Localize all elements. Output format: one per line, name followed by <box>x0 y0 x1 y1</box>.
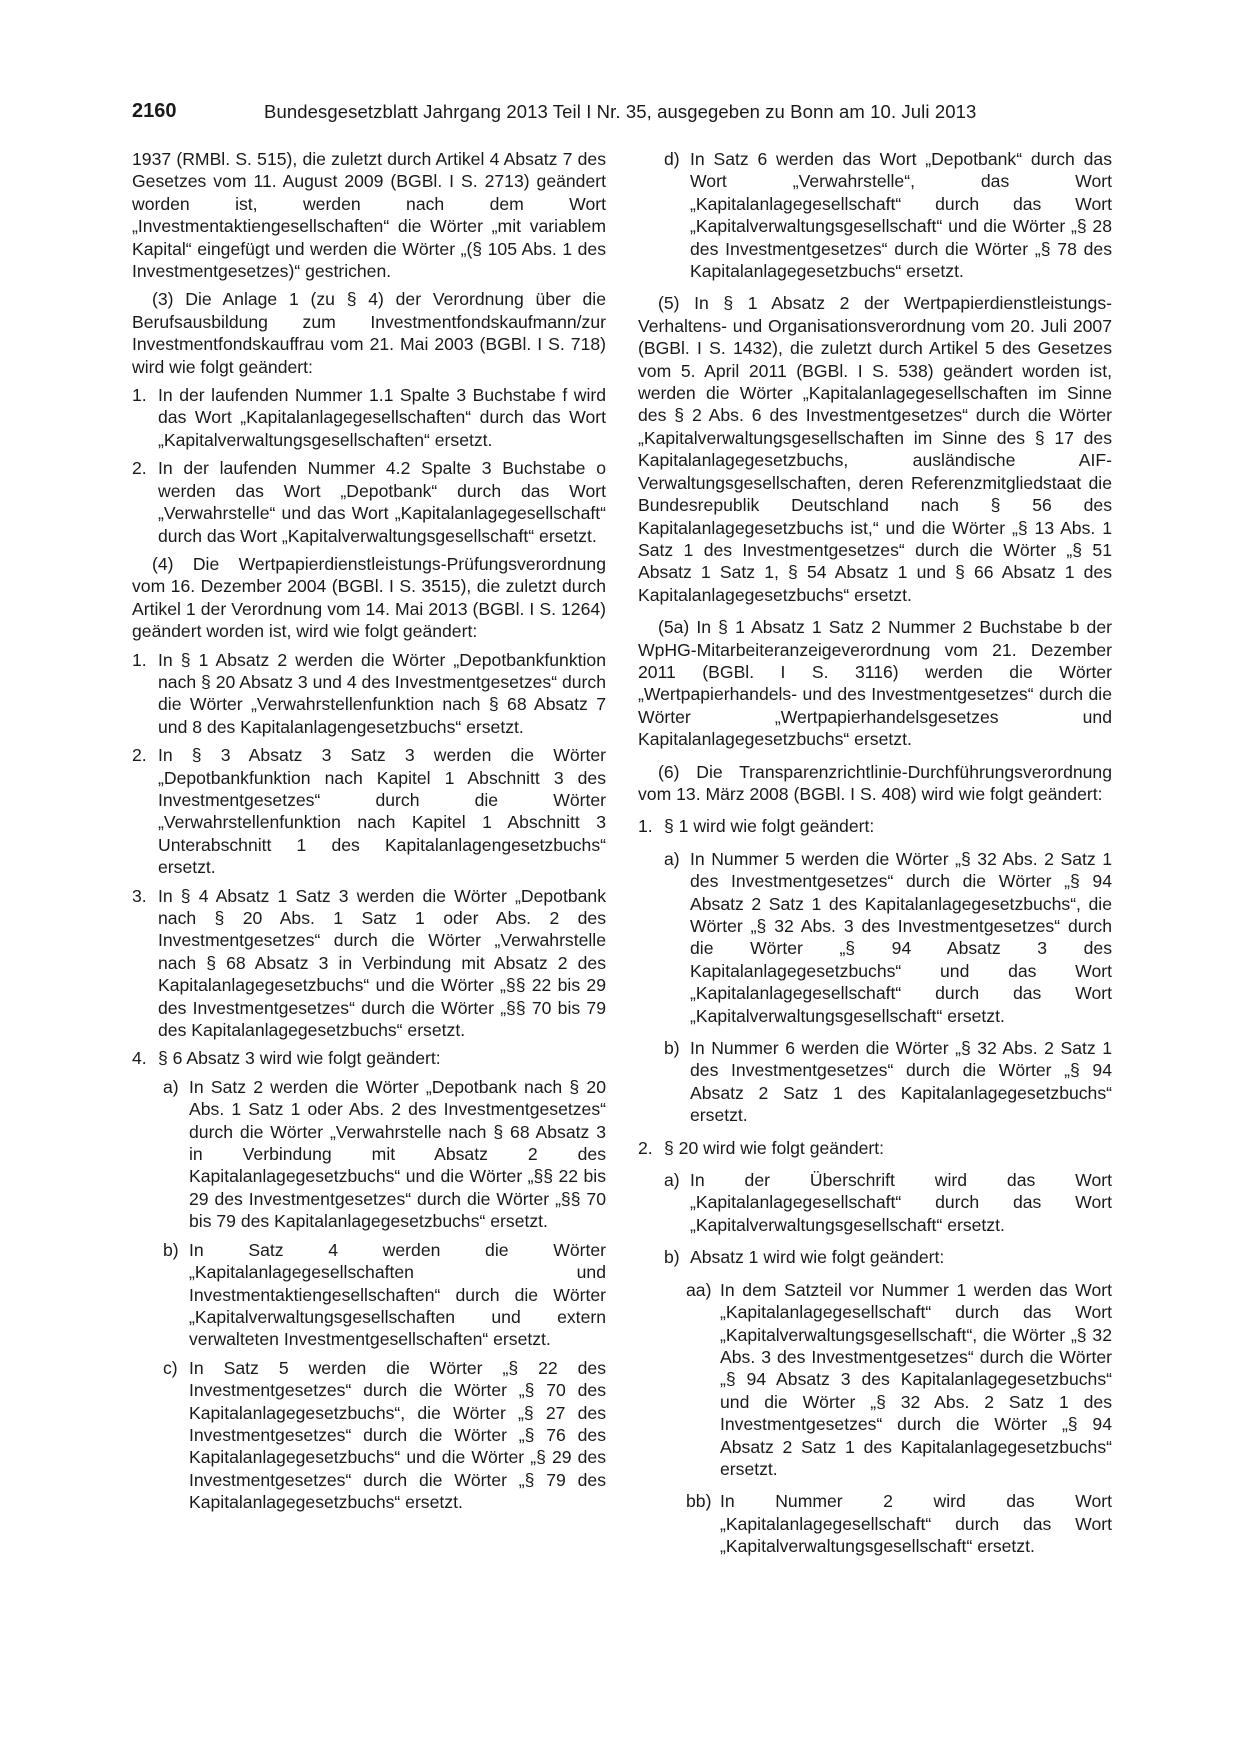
sub-sub-list-item-label: bb) <box>686 1491 712 1512</box>
sub-list-item-text: In Satz 4 werden die Wörter „Kapitalanlagegesellschaften und Investmentaktiengesellschaften“ durch die Wörter „Kapitalverwaltungsgesellschaften und extern verwalteten Investmentgesellschaften“ ersetzt. <box>189 1239 606 1350</box>
left-column <box>132 148 606 1520</box>
list-item-text: In § 4 Absatz 1 Satz 3 werden die Wörter „Depotbank nach § 20 Abs. 1 Satz 1 oder Abs. 2 des Investmentgesetzes“ durch die Wörter „Verwahrstelle nach § 68 Absatz 3 in Verbindung mit Absatz 2 des Kapitalanlagegesetzbuchs“ und die Wörter „§§ 22 bis 29 des Investmentgesetzes“ durch die Wörter „§§ 70 bis 79 des Kapitalanlagegesetzbuchs“ ersetzt. <box>158 885 606 1041</box>
sub-list-item-text: In Satz 5 werden die Wörter „§ 22 des Investmentgesetzes“ durch die Wörter „§ 70 des Kapitalanlagegesetzbuchs“, die Wörter „§ 27 des Investmentgesetzes“ durch die Wörter „§ 76 des Kapitalanlagegesetzbuchs“ und die Wörter „§ 29 des Investmentgesetzes“ durch die Wörter „§ 79 des Kapitalanlagegesetzbuchs“ ersetzt. <box>189 1357 606 1513</box>
paragraph-3: (3) Die Anlage 1 (zu § 4) der Verordnung über die Berufsausbildung zum Investmentfondskaufmann/zur Investmentfondskauffrau vom 21. Mai 2003 (BGBl. I S. 718) wird wie folgt geändert: <box>132 289 606 377</box>
sub-sub-list-item <box>686 1279 1112 1481</box>
sub-sub-list-item-text: In Nummer 2 wird das Wort „Kapitalanlagegesellschaft“ durch das Wort „Kapitalverwaltungsgesellschaft“ ersetzt. <box>720 1491 1112 1557</box>
list-item-text: In der laufenden Nummer 4.2 Spalte 3 Buchstabe o werden das Wort „Depotbank“ durch das Wort „Verwahrstelle“ und das Wort „Kapitalanlagegesellschaft“ durch das Wort „Kapitalverwaltungsgesellschaft“ ersetzt. <box>158 458 606 546</box>
page-header <box>132 100 1112 130</box>
sub-list-item-label: a) <box>664 1170 680 1191</box>
list-item <box>638 815 1112 837</box>
sub-list-item-text: In Nummer 5 werden die Wörter „§ 32 Abs. 2 Satz 1 des Investmentgesetzes“ durch die Wörter „§ 94 Absatz 2 Satz 1 des Kapitalanlagegesetzbuchs“, die Wörter „§ 32 Abs. 3 des Investmentgesetzes“ durch die Wörter „§ 94 Absatz 3 des Kapitalanlagegesetzbuchs“ und das Wort „Kapitalanlagegesellschaft“ durch das Wort „Kapitalverwaltungsgesellschaft“ ersetzt. <box>690 848 1112 1026</box>
list-item-label: 3. <box>132 885 147 906</box>
sub-list-item <box>132 1357 606 1514</box>
sub-list-item-text: In Satz 2 werden die Wörter „Depotbank nach § 20 Abs. 1 Satz 1 oder Abs. 2 des Investmentgesetzes“ durch die Wörter „Verwahrstelle nach § 68 Absatz 3 in Verbindung mit Absatz 2 des Kapitalanlagegesetzbuchs“ und die Wörter „§§ 22 bis 29 des Investmentgesetzes“ durch die Wörter „§§ 70 bis 79 des Kapitalanlagegesetzbuchs“ ersetzt. <box>189 1076 606 1232</box>
list-item-text: § 6 Absatz 3 wird wie folgt geändert: <box>158 1048 441 1069</box>
sub-list-item-label: b) <box>664 1038 680 1059</box>
sub-list-item-text: In Satz 6 werden das Wort „Depotbank“ durch das Wort „Verwahrstelle“, das Wort „Kapitalanlagegesellschaft“ durch das Wort „Kapitalverwaltungsgesellschaft“ und die Wörter „§ 28 des Investmentgesetzes“ durch die Wörter „§ 78 des Kapitalanlagegesetzbuchs“ ersetzt. <box>690 149 1112 282</box>
page-number: 2160 <box>132 100 177 122</box>
sub-list-item <box>664 1246 1112 1268</box>
sub-list-item-label: d) <box>664 149 680 169</box>
list-item-label: 2. <box>132 745 147 766</box>
list-item-text: § 1 wird wie folgt geändert: <box>664 816 875 837</box>
list-item <box>132 885 606 1042</box>
sub-list-item <box>132 1076 606 1233</box>
list-item-text: In § 3 Absatz 3 Satz 3 werden die Wörter „Depotbankfunktion nach Kapitel 1 Abschnitt 3 des Investmentgesetzes“ durch die Wörter „Verwahrstellenfunktion nach Kapitel 1 Abschnitt 3 Unterabschnitt 1 des Kapitalanlagengesetzbuchs“ ersetzt. <box>158 745 606 878</box>
sub-sub-list-item-text: In dem Satzteil vor Nummer 1 werden das Wort „Kapitalanlagegesellschaft“ durch das Wort „Kapitalverwaltungsgesellschaft“, die Wörter „§ 32 Abs. 3 des Investmentgesetzes“ durch die Wörter „§ 94 Absatz 3 des Kapitalanlagegesetzbuchs“ und die Wörter „§ 32 Abs. 2 Satz 1 des Investmentgesetzes“ durch die Wörter „§ 94 Absatz 2 Satz 1 des Kapitalanlagegesetzbuchs“ ersetzt. <box>720 1279 1112 1479</box>
list-item <box>132 1047 606 1069</box>
list-item-label: 2. <box>132 458 147 479</box>
sub-sub-list-item <box>686 1490 1112 1557</box>
list-item-text: In der laufenden Nummer 1.1 Spalte 3 Buchstabe f wird das Wort „Kapitalanlagegesellschaften“ durch das Wort „Kapitalverwaltungsgesellschaften“ ersetzt. <box>158 385 606 450</box>
sub-list-item-label: b) <box>664 1247 680 1268</box>
sub-list-item-text: In der Überschrift wird das Wort „Kapitalanlagegesellschaft“ durch das Wort „Kapitalverwaltungsgesellschaft“ ersetzt. <box>690 1170 1112 1235</box>
sub-list-item-label: a) <box>163 1076 179 1097</box>
sub-list-item-label: a) <box>664 848 680 869</box>
list-item-label: 4. <box>132 1048 147 1069</box>
list-item-label: 1. <box>132 649 147 670</box>
paragraph-continuation: 1937 (RMBl. S. 515), die zuletzt durch Artikel 4 Absatz 7 des Gesetzes vom 11. August 2009 (BGBl. I S. 2713) geändert worden ist, werden nach dem Wort „Investmentaktiengesellschaften“ die Wörter „mit variablem Kapital“ eingefügt und werden die Wörter „(§ 105 Abs. 1 des Investmentgesetzes)“ gestrichen. <box>132 149 606 282</box>
list-item-label: 2. <box>638 1137 653 1158</box>
sub-list-item-text: Absatz 1 wird wie folgt geändert: <box>690 1247 945 1268</box>
sub-list-item-label: b) <box>163 1239 179 1260</box>
list-item <box>638 1137 1112 1159</box>
paragraph-5: (5) In § 1 Absatz 2 der Wertpapierdienstleistungs-Verhaltens- und Organisationsverordnung vom 20. Juli 2007 (BGBl. I S. 1432), die zuletzt durch Artikel 5 des Gesetzes vom 5. April 2011 (BGBl. I S. 538) geändert worden ist, werden die Wörter „Kapitalanlagegesellschaften im Sinne des § 2 Abs. 6 des Investmentgesetzes“ durch die Wörter „Kapitalverwaltungsgesellschaften im Sinne des § 17 des Kapitalanlagegesetzbuchs, ausländische AIF-Verwaltungsgesellschaften, deren Referenzmitgliedstaat die Bundesrepublik Deutschland nach § 56 des Kapitalanlagegesetzbuchs ist,“ und die Wörter „§ 13 Abs. 1 Satz 1 des Investmentgesetzes“ durch die Wörter „§ 51 Absatz 1 Satz 1, § 54 Absatz 1 und § 66 Absatz 1 des Kapitalanlagegesetzbuchs“ ersetzt. <box>638 293 1112 605</box>
sub-list-item-text: In Nummer 6 werden die Wörter „§ 32 Abs. 2 Satz 1 des Investmentgesetzes“ durch die Wörter „§ 94 Absatz 2 Satz 1 des Kapitalanlagegesetzbuchs“ ersetzt. <box>690 1038 1112 1126</box>
sub-sub-list-item-label: aa) <box>686 1279 712 1300</box>
sub-list-item <box>664 1037 1112 1127</box>
list-item-label: 1. <box>132 385 147 406</box>
list-item-text: In § 1 Absatz 2 werden die Wörter „Depotbankfunktion nach § 20 Absatz 3 und 4 des Investmentgesetzes“ durch die Wörter „Verwahrstellenfunktion nach § 68 Absatz 7 und 8 des Kapitalanlagengesetzbuchs“ ersetzt. <box>158 649 606 737</box>
list-item-label: 1. <box>638 816 653 837</box>
list-item <box>132 384 606 451</box>
header-title: Bundesgesetzblatt Jahrgang 2013 Teil I Nr. 35, ausgegeben zu Bonn am 10. Juli 2013 <box>264 101 977 122</box>
sub-list-item <box>132 1239 606 1351</box>
list-item <box>132 649 606 739</box>
sub-list-item <box>664 1169 1112 1236</box>
paragraph-4: (4) Die Wertpapierdienstleistungs-Prüfungsverordnung vom 16. Dezember 2004 (BGBl. I S. 3515), die zuletzt durch Artikel 1 der Verordnung vom 14. Mai 2013 (BGBl. I S. 1264) geändert worden ist, wird wie folgt geändert: <box>132 553 606 642</box>
list-item-text: § 20 wird wie folgt geändert: <box>664 1137 885 1158</box>
sub-list-item <box>664 848 1112 1027</box>
sub-list-item-label: c) <box>163 1357 178 1378</box>
list-item <box>132 457 606 547</box>
paragraph-6: (6) Die Transparenzrichtlinie-Durchführungsverordnung vom 13. März 2008 (BGBl. I S. 408) wird wie folgt geändert: <box>638 761 1112 804</box>
sub-list-item <box>664 148 1112 282</box>
right-column <box>638 148 1112 1564</box>
list-item <box>132 744 606 878</box>
paragraph-5a: (5a) In § 1 Absatz 1 Satz 2 Nummer 2 Buchstabe b der WpHG-Mitarbeiteranzeigeverordnung vom 21. Dezember 2011 (BGBl. I S. 3116) werden die Wörter „Wertpapierhandels- und des Investmentgesetzes“ durch die Wörter „Wertpapierhandelsgesetzes und Kapitalanlagegesetzbuchs“ ersetzt. <box>638 617 1112 750</box>
